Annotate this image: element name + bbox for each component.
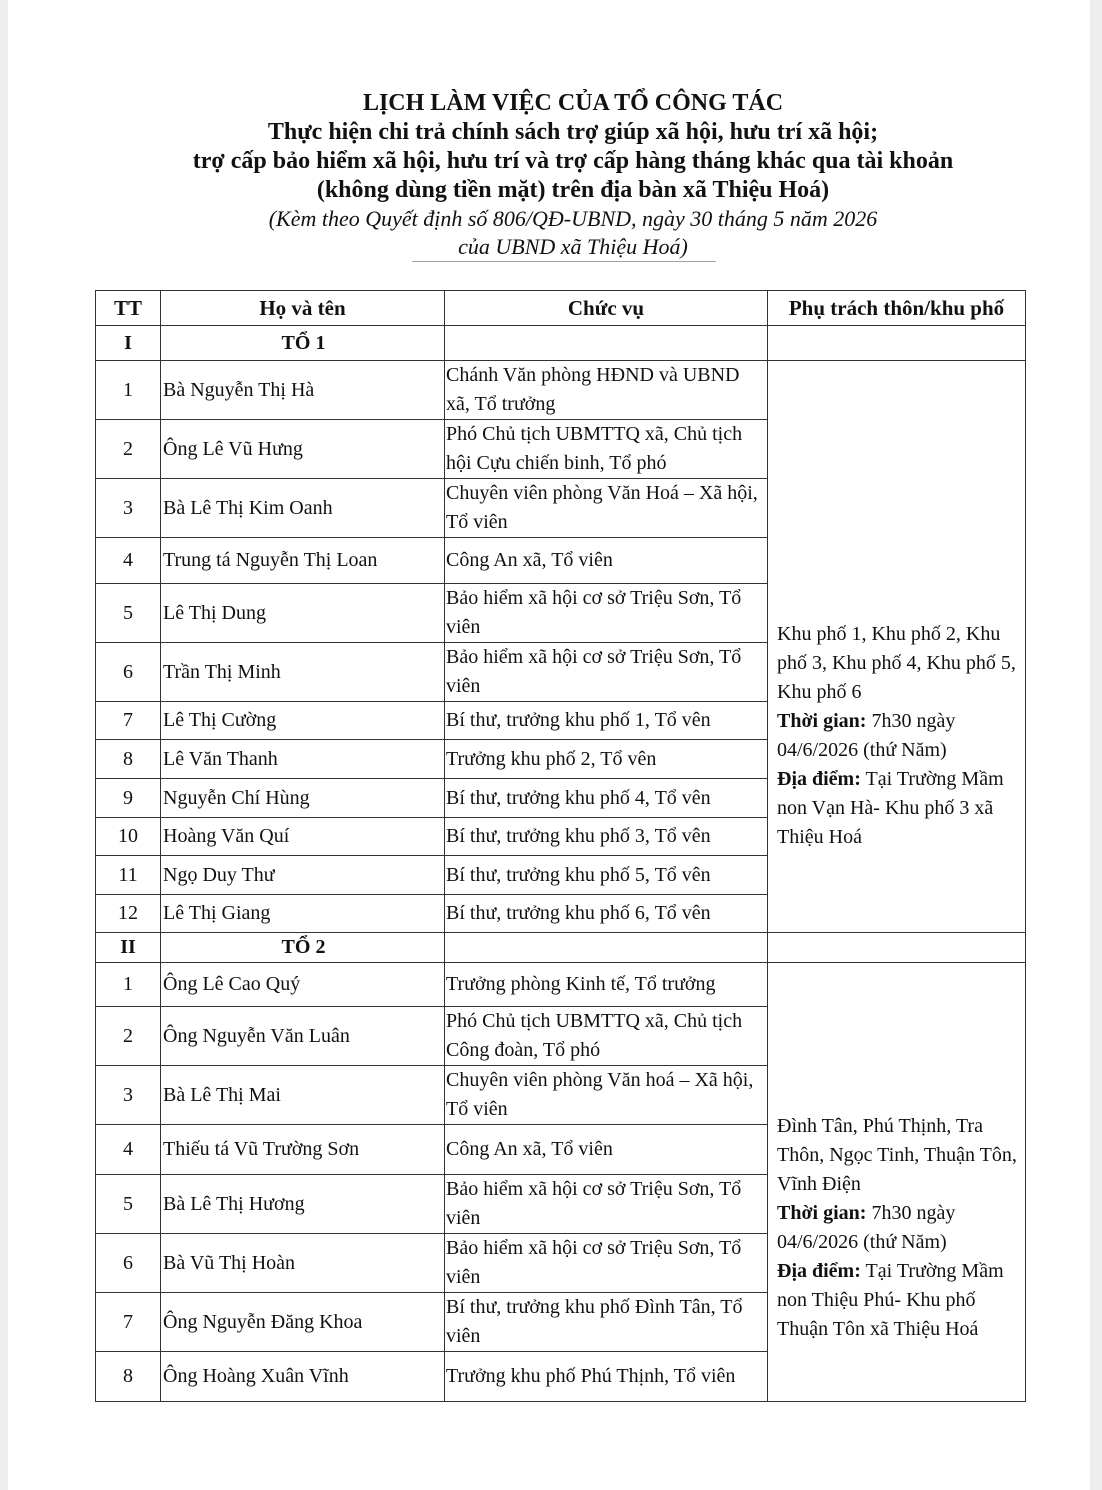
- member-number: 6: [96, 1234, 161, 1293]
- member-number: 4: [96, 1125, 161, 1175]
- member-role: Chánh Văn phòng HĐND và UBND xã, Tổ trưởng: [445, 361, 768, 420]
- member-number: 8: [96, 1352, 161, 1402]
- column-header-role: Chức vụ: [445, 291, 768, 326]
- area-assignment: [768, 963, 1026, 1402]
- member-name: Bà Lê Thị Mai: [161, 1066, 445, 1125]
- member-number: 1: [96, 963, 161, 1007]
- meeting-time-value: 7h30 ngày 04/6/2026 (thứ Năm): [777, 709, 956, 761]
- meeting-time: [777, 1199, 1023, 1257]
- decision-reference: (Kèm theo Quyết định số 806/QĐ-UBND, ngày 30 tháng 5 năm 2026: [268, 206, 878, 231]
- member-role: Bảo hiểm xã hội cơ sở Triệu Sơn, Tổ viên: [445, 1234, 768, 1293]
- member-number: 7: [96, 702, 161, 740]
- member-number: 2: [96, 420, 161, 479]
- document-header: [8, 88, 1102, 261]
- member-number: 6: [96, 643, 161, 702]
- member-number: 11: [96, 856, 161, 895]
- member-role: Bí thư, trưởng khu phố 4, Tổ vên: [445, 779, 768, 818]
- meeting-place-value: Tại Trường Mầm non Vạn Hà- Khu phố 3 xã Thiệu Hoá: [777, 767, 1004, 848]
- member-role: Trưởng phòng Kinh tế, Tổ trưởng: [445, 963, 768, 1007]
- member-number: 3: [96, 1066, 161, 1125]
- member-name: Bà Lê Thị Kim Oanh: [161, 479, 445, 538]
- group-area-cell: [768, 933, 1026, 963]
- member-number: 1: [96, 361, 161, 420]
- group-name: TỔ 2: [161, 933, 445, 963]
- member-name: Lê Văn Thanh: [161, 740, 445, 779]
- column-header-area: Phụ trách thôn/khu phố: [768, 291, 1026, 326]
- member-role: Bí thư, trưởng khu phố 1, Tổ vên: [445, 702, 768, 740]
- member-name: Trần Thị Minh: [161, 643, 445, 702]
- table-row: [96, 963, 1026, 1007]
- area-list: Khu phố 1, Khu phố 2, Khu phố 3, Khu phố 4, Khu phố 5, Khu phố 6: [777, 622, 1016, 703]
- meeting-time: [777, 707, 1023, 765]
- header-underline: [412, 261, 716, 262]
- member-name: Hoàng Văn Quí: [161, 818, 445, 856]
- member-number: 3: [96, 479, 161, 538]
- member-role: Bảo hiểm xã hội cơ sở Triệu Sơn, Tổ viên: [445, 643, 768, 702]
- member-role: Công An xã, Tổ viên: [445, 1125, 768, 1175]
- meeting-place-label: Địa điểm:: [777, 1260, 861, 1282]
- member-role: Bí thư, trưởng khu phố 3, Tổ vên: [445, 818, 768, 856]
- decision-reference: của UBND xã Thiệu Hoá): [458, 234, 688, 259]
- column-header-name: Họ và tên: [161, 291, 445, 326]
- group-number: II: [96, 933, 161, 963]
- member-number: 4: [96, 538, 161, 584]
- member-number: 12: [96, 895, 161, 933]
- area-assignment: [768, 361, 1026, 933]
- member-name: Ông Lê Vũ Hưng: [161, 420, 445, 479]
- member-name: Nguyễn Chí Hùng: [161, 779, 445, 818]
- member-role: Chuyên viên phòng Văn Hoá – Xã hội, Tổ viên: [445, 479, 768, 538]
- member-role: Trưởng khu phố Phú Thịnh, Tổ viên: [445, 1352, 768, 1402]
- member-name: Lê Thị Giang: [161, 895, 445, 933]
- member-role: Trưởng khu phố 2, Tổ vên: [445, 740, 768, 779]
- meeting-place-value: Tại Trường Mầm non Thiệu Phú- Khu phố Thuận Tôn xã Thiệu Hoá: [777, 1260, 1004, 1340]
- meeting-place-label: Địa điểm:: [777, 767, 861, 790]
- member-number: 10: [96, 818, 161, 856]
- member-role: Bí thư, trưởng khu phố Đình Tân, Tổ viên: [445, 1293, 768, 1352]
- member-role: Công An xã, Tổ viên: [445, 538, 768, 584]
- area-block: [777, 1020, 1023, 1344]
- member-name: Thiếu tá Vũ Trường Sơn: [161, 1125, 445, 1175]
- member-role: Bí thư, trưởng khu phố 6, Tổ vên: [445, 895, 768, 933]
- subtitle-line: (không dùng tiền mặt) trên địa bàn xã Thiệu Hoá): [316, 177, 830, 203]
- member-role: Bí thư, trưởng khu phố 5, Tổ vên: [445, 856, 768, 895]
- subtitle-line: Thực hiện chi trả chính sách trợ giúp xã hội, hưu trí xã hội;: [267, 119, 879, 145]
- meeting-time-label: Thời gian:: [777, 1202, 867, 1224]
- area-block: [777, 442, 1023, 852]
- member-number: 5: [96, 1175, 161, 1234]
- member-name: Ông Nguyễn Văn Luân: [161, 1007, 445, 1066]
- member-role: Bảo hiểm xã hội cơ sở Triệu Sơn, Tổ viên: [445, 1175, 768, 1234]
- member-name: Ông Hoàng Xuân Vĩnh: [161, 1352, 445, 1402]
- area-list: Đình Tân, Phú Thịnh, Tra Thôn, Ngọc Tinh, Thuận Tôn, Vĩnh Điện: [777, 1115, 1017, 1195]
- member-role: Phó Chủ tịch UBMTTQ xã, Chủ tịch Công đoàn, Tổ phó: [445, 1007, 768, 1066]
- group-number: I: [96, 326, 161, 361]
- member-name: Bà Nguyễn Thị Hà: [161, 361, 445, 420]
- table-body: [96, 326, 1026, 1402]
- member-number: 7: [96, 1293, 161, 1352]
- member-name: Ông Nguyễn Đăng Khoa: [161, 1293, 445, 1352]
- group-role-cell: [445, 326, 768, 361]
- member-role: Chuyên viên phòng Văn hoá – Xã hội, Tổ viên: [445, 1066, 768, 1125]
- group-area-cell: [768, 326, 1026, 361]
- member-name: Ngọ Duy Thư: [161, 856, 445, 895]
- group-row: [96, 326, 1026, 361]
- member-number: 9: [96, 779, 161, 818]
- subtitle-line: trợ cấp bảo hiểm xã hội, hưu trí và trợ cấp hàng tháng khác qua tài khoản: [192, 148, 954, 174]
- group-name: TỔ 1: [161, 326, 445, 361]
- column-header-tt: TT: [96, 291, 161, 326]
- meeting-place: [777, 765, 1023, 852]
- member-number: 5: [96, 584, 161, 643]
- table-row: [96, 361, 1026, 420]
- member-number: 8: [96, 740, 161, 779]
- member-number: 2: [96, 1007, 161, 1066]
- document-title: LỊCH LÀM VIỆC CỦA TỔ CÔNG TÁC: [362, 90, 784, 116]
- group-row: [96, 933, 1026, 963]
- schedule-table: [95, 290, 1026, 1402]
- table-header-row: [96, 291, 1026, 326]
- meeting-place: [777, 1257, 1023, 1344]
- member-role: Phó Chủ tịch UBMTTQ xã, Chủ tịch hội Cựu chiến binh, Tổ phó: [445, 420, 768, 479]
- member-name: Bà Lê Thị Hương: [161, 1175, 445, 1234]
- member-name: Trung tá Nguyễn Thị Loan: [161, 538, 445, 584]
- member-name: Bà Vũ Thị Hoàn: [161, 1234, 445, 1293]
- member-name: Lê Thị Dung: [161, 584, 445, 643]
- group-role-cell: [445, 933, 768, 963]
- member-name: Lê Thị Cường: [161, 702, 445, 740]
- meeting-time-label: Thời gian:: [777, 709, 867, 732]
- meeting-time-value: 7h30 ngày 04/6/2026 (thứ Năm): [777, 1202, 956, 1253]
- member-name: Ông Lê Cao Quý: [161, 963, 445, 1007]
- member-role: Bảo hiểm xã hội cơ sở Triệu Sơn, Tổ viên: [445, 584, 768, 643]
